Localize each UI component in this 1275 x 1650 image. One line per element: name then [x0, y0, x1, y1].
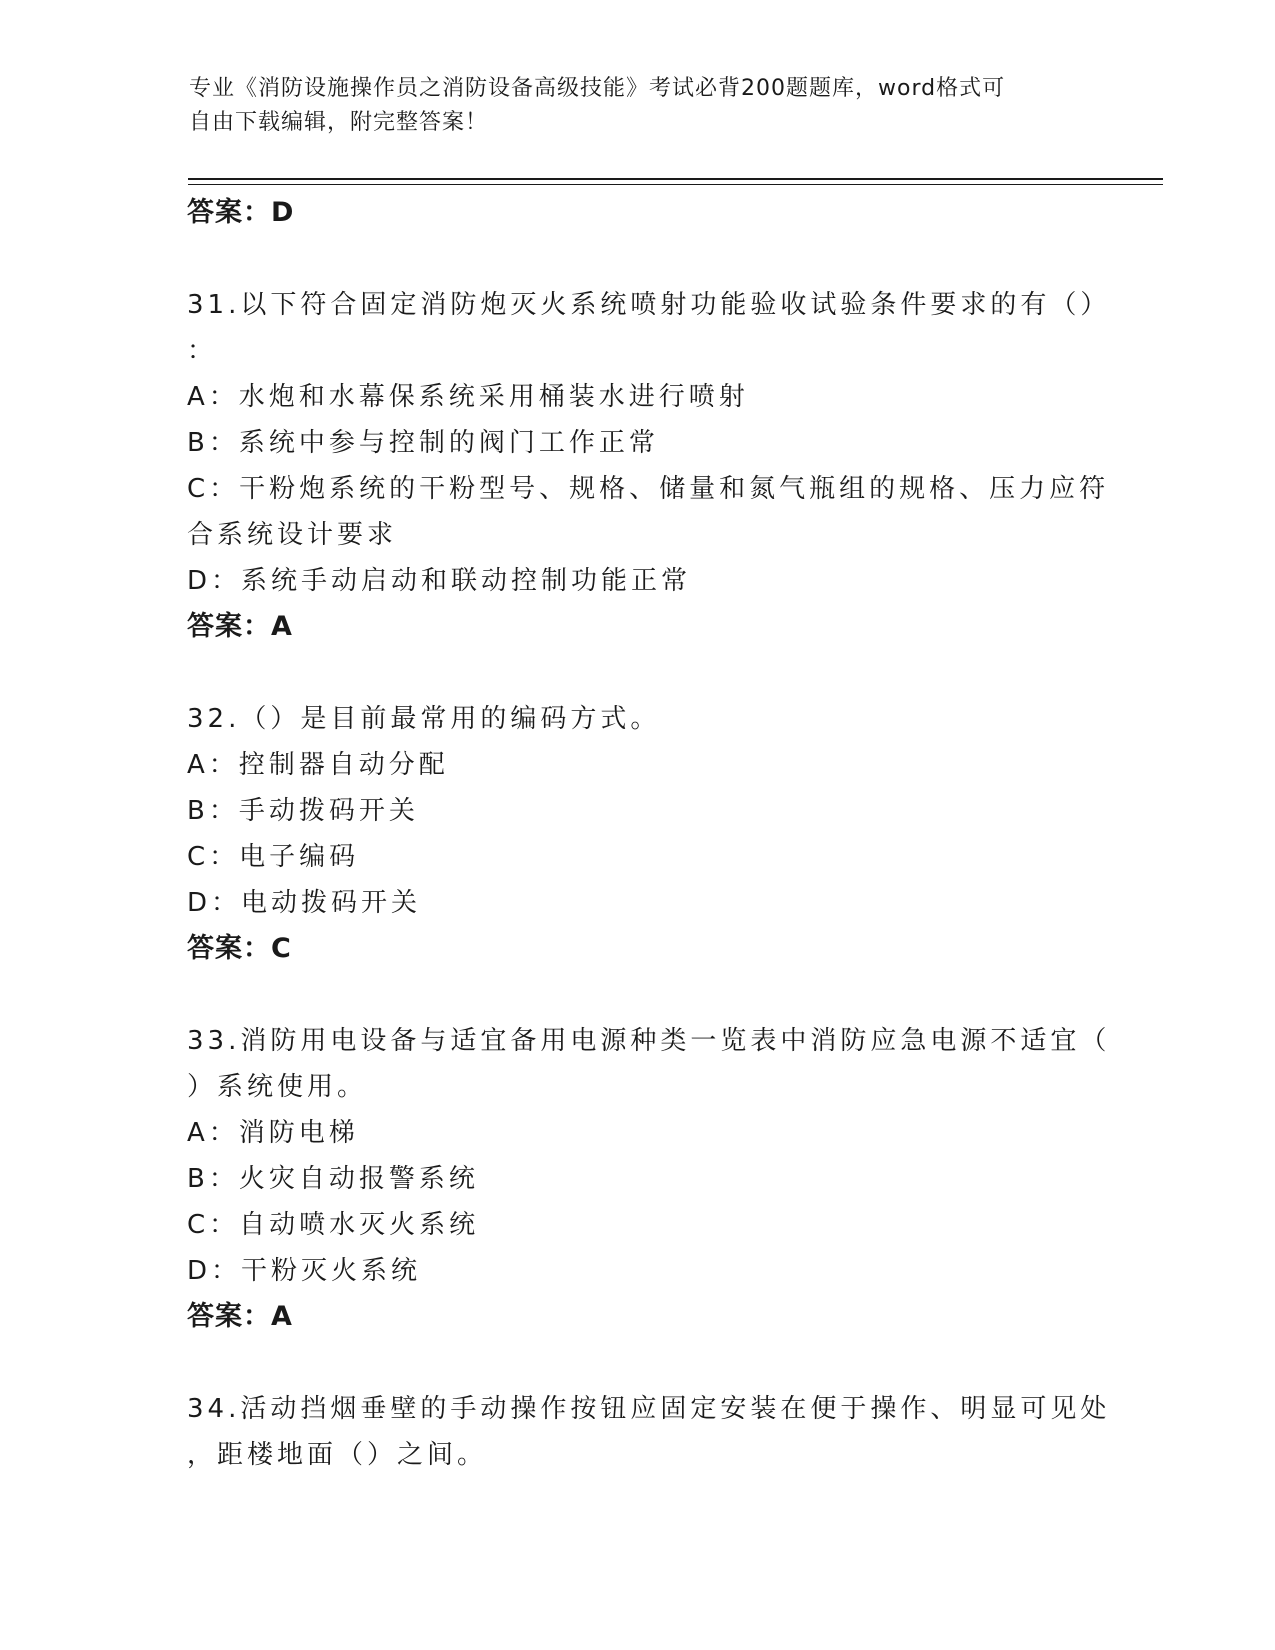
question-stem-continued: ： [187, 336, 218, 366]
answer: 答案：A [187, 611, 293, 642]
previous-answer: 答案：D [187, 197, 295, 228]
question-stem: 33.消防用电设备与适宜备用电源种类一览表中消防应急电源不适宜（ [187, 1026, 1111, 1056]
option-d: D：电动拨码开关 [187, 888, 422, 918]
question-34 [187, 1386, 1111, 1478]
question-stem-continued: ）系统使用。 [187, 1072, 368, 1102]
header-rule [188, 178, 1163, 185]
spacer [187, 972, 1087, 1018]
option-b: B：系统中参与控制的阀门工作正常 [187, 428, 659, 458]
question-stem: 32.（）是目前最常用的编码方式。 [187, 704, 661, 734]
option-b: B：手动拨码开关 [187, 796, 419, 826]
question-33 [187, 1018, 1111, 1340]
answer: 答案：C [187, 933, 292, 964]
question-stem: 31.以下符合固定消防炮灭火系统喷射功能验收试验条件要求的有（） [187, 290, 1111, 320]
page-header [189, 72, 1089, 140]
option-a: A：控制器自动分配 [187, 750, 449, 780]
spacer [187, 236, 1087, 282]
option-a: A：水炮和水幕保系统采用桶装水进行喷射 [187, 382, 749, 412]
question-31 [187, 282, 1111, 650]
option-a: A：消防电梯 [187, 1118, 359, 1148]
question-content [187, 190, 1111, 1478]
answer: 答案：A [187, 1301, 293, 1332]
question-32 [187, 696, 1087, 972]
header-line-1: 专业《消防设施操作员之消防设备高级技能》考试必背200题题库，word格式可 [189, 76, 1006, 101]
header-line-2: 自由下载编辑，附完整答案！ [189, 110, 489, 135]
spacer [187, 1340, 1087, 1386]
option-d: D：系统手动启动和联动控制功能正常 [187, 566, 692, 596]
option-d: D：干粉灭火系统 [187, 1256, 422, 1286]
question-stem: 34.活动挡烟垂壁的手动操作按钮应固定安装在便于操作、明显可见处 [187, 1394, 1111, 1424]
spacer [187, 650, 1087, 696]
option-c: C：电子编码 [187, 842, 360, 872]
question-stem-continued: ，距楼地面（）之间。 [187, 1440, 488, 1470]
option-b: B：火灾自动报警系统 [187, 1164, 479, 1194]
option-c: C：干粉炮系统的干粉型号、规格、储量和氮气瓶组的规格、压力应符 [187, 474, 1110, 504]
option-c-continued: 合系统设计要求 [187, 520, 398, 550]
option-c: C：自动喷水灭火系统 [187, 1210, 480, 1240]
